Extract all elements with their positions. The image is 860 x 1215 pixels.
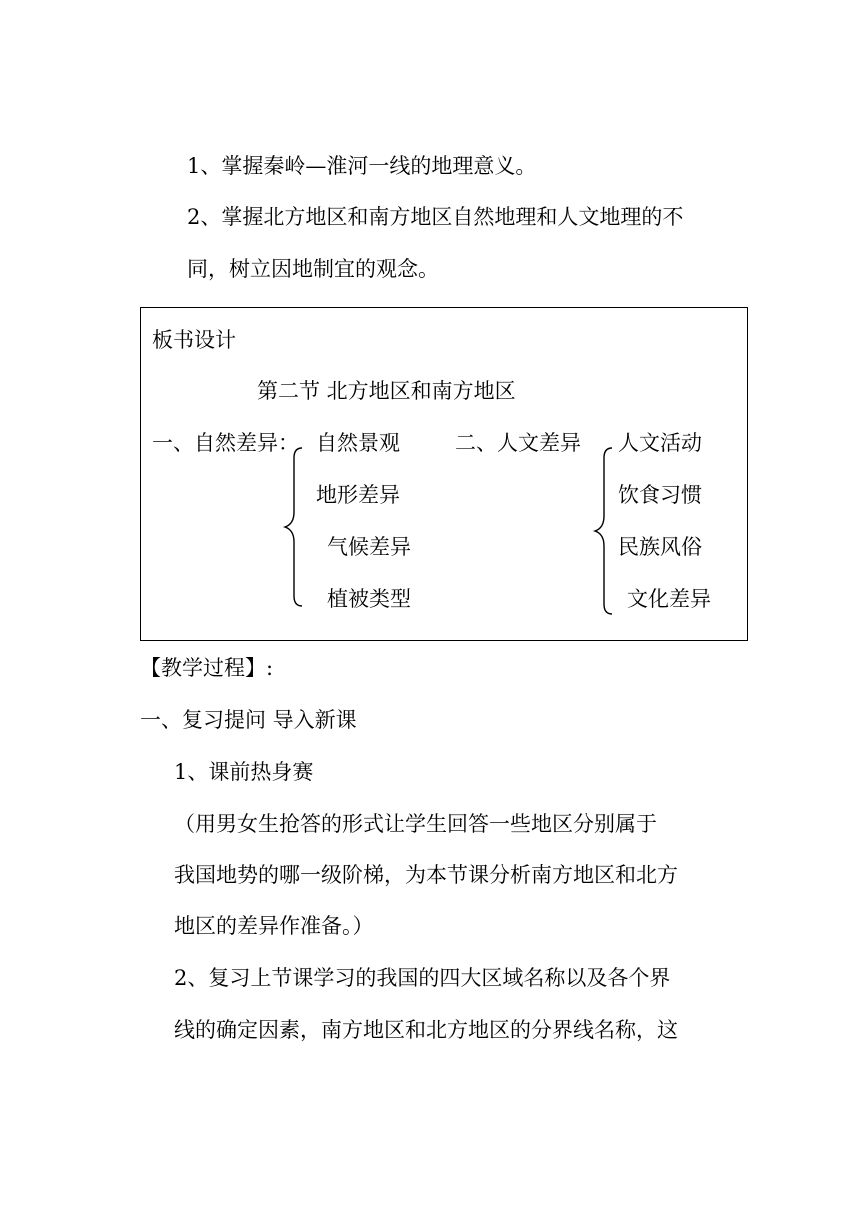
human-item: 人文活动 <box>618 431 702 455</box>
sub-item-2-line-2: 线的确定因素，南方地区和北方地区的分界线名称，这 <box>174 1018 678 1042</box>
process-heading: 【教学过程】: <box>140 656 274 680</box>
board-title: 第二节 北方地区和南方地区 <box>257 379 516 403</box>
natural-item: 地形差异 <box>316 483 400 507</box>
objective-2-line-2: 同，树立因地制宜的观念。 <box>187 257 439 281</box>
paragraph-1-line-1: （用男女生抢答的形式让学生回答一些地区分别属于 <box>174 812 657 836</box>
natural-item: 自然景观 <box>316 431 400 455</box>
human-item: 民族风俗 <box>618 535 702 559</box>
left-brace-icon <box>282 446 306 608</box>
human-item: 饮食习惯 <box>618 483 702 507</box>
board-heading: 板书设计 <box>152 328 236 352</box>
natural-difference-label: 一、自然差异： <box>152 431 299 455</box>
human-difference-label: 二、人文差异 <box>455 431 581 455</box>
natural-item: 植被类型 <box>327 587 411 611</box>
objective-1: 1、掌握秦岭—淮河一线的地理意义。 <box>187 154 537 178</box>
section-1-heading: 一、复习提问 导入新课 <box>140 708 357 732</box>
paragraph-1-line-3: 地区的差异作准备。） <box>174 914 374 938</box>
sub-item-1: 1、课前热身赛 <box>174 760 314 784</box>
objective-2-line-1: 2、掌握北方地区和南方地区自然地理和人文地理的不 <box>187 205 684 229</box>
human-item: 文化差异 <box>627 587 711 611</box>
sub-item-2-line-1: 2、复习上节课学习的我国的四大区域名称以及各个界 <box>174 966 671 990</box>
natural-item: 气候差异 <box>327 535 411 559</box>
paragraph-1-line-2: 我国地势的哪一级阶梯，为本节课分析南方地区和北方 <box>174 863 678 887</box>
right-brace-icon <box>592 446 616 616</box>
